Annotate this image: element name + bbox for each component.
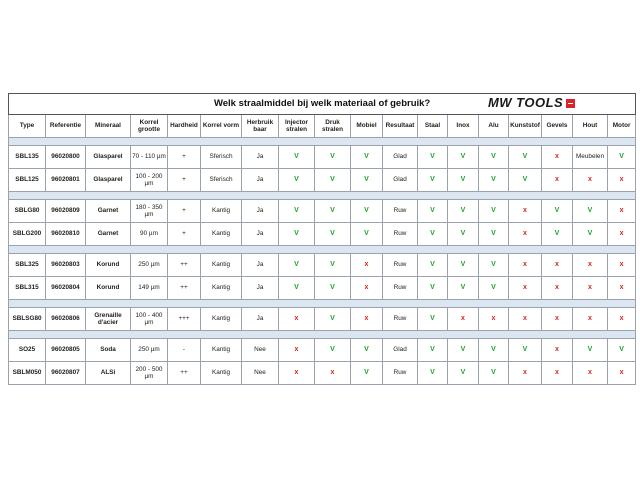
cell-staal: V [418, 362, 448, 385]
header-herbruikbaar: Herbruik baar [242, 115, 279, 138]
cell-motor: x [608, 254, 636, 277]
cell-type: SBLM050 [9, 362, 46, 385]
table-row [9, 277, 636, 300]
cell-hardheid: ++ [168, 277, 201, 300]
cell-korrel-vorm: Sferisch [201, 169, 242, 192]
cell-herbruikbaar: Nee [242, 362, 279, 385]
cell-referentie: 96020801 [46, 169, 86, 192]
cell-alu: V [479, 169, 509, 192]
cell-type: SBL325 [9, 254, 46, 277]
cell-alu: V [479, 362, 509, 385]
cell-mobiel: V [351, 200, 383, 223]
cell-korrel-grootte: 90 µm [131, 223, 168, 246]
header-mobiel: Mobiel [351, 115, 383, 138]
header-staal: Staal [418, 115, 448, 138]
cell-korrel-vorm: Kantig [201, 254, 242, 277]
cell-injector-stralen: V [279, 169, 315, 192]
cell-inox: V [448, 223, 479, 246]
cell-druk-stralen: V [315, 223, 351, 246]
cell-referentie: 96020804 [46, 277, 86, 300]
cell-herbruikbaar: Ja [242, 277, 279, 300]
separator-cell [9, 192, 636, 200]
table-row [9, 308, 636, 331]
header-druk-stralen: Druk stralen [315, 115, 351, 138]
table-row [9, 146, 636, 169]
cell-referentie: 96020805 [46, 339, 86, 362]
cell-type: SO25 [9, 339, 46, 362]
separator-cell [9, 246, 636, 254]
cell-hardheid: + [168, 200, 201, 223]
cell-herbruikbaar: Ja [242, 254, 279, 277]
table-row [9, 200, 636, 223]
cell-hout: V [573, 223, 608, 246]
cell-injector-stralen: V [279, 200, 315, 223]
brand-logo [488, 96, 575, 111]
cell-gevels: x [542, 308, 573, 331]
group-separator [9, 138, 636, 146]
cell-mobiel: x [351, 308, 383, 331]
cell-hout: V [573, 200, 608, 223]
cell-korrel-grootte: 250 µm [131, 254, 168, 277]
cell-gevels: x [542, 254, 573, 277]
cell-motor: x [608, 169, 636, 192]
cell-korrel-vorm: Kantig [201, 339, 242, 362]
cell-hout: Meubelen [573, 146, 608, 169]
group-separator [9, 246, 636, 254]
cell-injector-stralen: x [279, 308, 315, 331]
material-guide-sheet [8, 93, 630, 385]
cell-motor: x [608, 223, 636, 246]
separator-cell [9, 300, 636, 308]
cell-inox: V [448, 169, 479, 192]
page-title: Welk straalmiddel bij welk materiaal of gebruik? [213, 97, 431, 109]
cell-gevels: V [542, 200, 573, 223]
cell-korrel-grootte: 200 - 500 µm [131, 362, 168, 385]
cell-alu: x [479, 308, 509, 331]
cell-hardheid: ++ [168, 362, 201, 385]
cell-korrel-vorm: Kantig [201, 362, 242, 385]
cell-mineraal: Soda [86, 339, 131, 362]
table-row [9, 223, 636, 246]
cell-staal: V [418, 223, 448, 246]
material-guide-table [8, 93, 636, 385]
cell-referentie: 96020809 [46, 200, 86, 223]
cell-type: SBLG200 [9, 223, 46, 246]
cell-gevels: x [542, 339, 573, 362]
header-mineraal: Mineraal [86, 115, 131, 138]
header-motor: Motor [608, 115, 636, 138]
cell-motor: V [608, 339, 636, 362]
cell-kunststof: x [509, 254, 542, 277]
cell-kunststof: V [509, 339, 542, 362]
cell-hout: x [573, 362, 608, 385]
header-type: Type [9, 115, 46, 138]
cell-type: SBL125 [9, 169, 46, 192]
cell-korrel-vorm: Kantig [201, 200, 242, 223]
cell-korrel-grootte: 70 - 110 µm [131, 146, 168, 169]
cell-staal: V [418, 277, 448, 300]
cell-kunststof: x [509, 277, 542, 300]
cell-resultaat: Glad [383, 169, 418, 192]
cell-gevels: x [542, 277, 573, 300]
cell-alu: V [479, 200, 509, 223]
cell-injector-stralen: V [279, 223, 315, 246]
cell-referentie: 96020800 [46, 146, 86, 169]
header-kunststof: Kunststof [509, 115, 542, 138]
cell-mobiel: x [351, 254, 383, 277]
cell-type: SBLSG80 [9, 308, 46, 331]
cell-hardheid: + [168, 223, 201, 246]
header-hardheid: Hardheid [168, 115, 201, 138]
cell-druk-stralen: V [315, 146, 351, 169]
cell-resultaat: Glad [383, 146, 418, 169]
cell-alu: V [479, 339, 509, 362]
header-korrel-vorm: Korrel vorm [201, 115, 242, 138]
cell-mineraal: ALSi [86, 362, 131, 385]
group-separator [9, 300, 636, 308]
cell-herbruikbaar: Ja [242, 200, 279, 223]
cell-mineraal: Korund [86, 254, 131, 277]
cell-gevels: x [542, 146, 573, 169]
header-row [9, 115, 636, 138]
cell-inox: x [448, 308, 479, 331]
cell-alu: V [479, 277, 509, 300]
cell-staal: V [418, 200, 448, 223]
header-referentie: Referentie [46, 115, 86, 138]
cell-referentie: 96020806 [46, 308, 86, 331]
cell-mineraal: Garnet [86, 223, 131, 246]
cell-kunststof: x [509, 362, 542, 385]
cell-resultaat: Glad [383, 339, 418, 362]
cell-hardheid: ++ [168, 254, 201, 277]
cell-resultaat: Ruw [383, 200, 418, 223]
separator-cell [9, 331, 636, 339]
cell-inox: V [448, 362, 479, 385]
cell-mineraal: Glasparel [86, 146, 131, 169]
cell-druk-stralen: V [315, 200, 351, 223]
header-injector-stralen: Injector stralen [279, 115, 315, 138]
cell-alu: V [479, 146, 509, 169]
cell-kunststof: x [509, 223, 542, 246]
cell-mineraal: Garnet [86, 200, 131, 223]
title-row [9, 94, 636, 115]
table-row [9, 254, 636, 277]
cell-druk-stralen: V [315, 339, 351, 362]
cell-hout: x [573, 254, 608, 277]
cell-druk-stralen: V [315, 277, 351, 300]
cell-hardheid: + [168, 169, 201, 192]
cell-motor: x [608, 308, 636, 331]
table-row [9, 362, 636, 385]
cell-injector-stralen: V [279, 146, 315, 169]
cell-mobiel: V [351, 169, 383, 192]
cell-inox: V [448, 254, 479, 277]
cell-kunststof: V [509, 169, 542, 192]
cell-korrel-vorm: Kantig [201, 277, 242, 300]
separator-cell [9, 138, 636, 146]
cell-staal: V [418, 146, 448, 169]
cell-injector-stralen: x [279, 339, 315, 362]
cell-motor: x [608, 200, 636, 223]
cell-herbruikbaar: Ja [242, 223, 279, 246]
cell-mobiel: V [351, 223, 383, 246]
cell-resultaat: Ruw [383, 277, 418, 300]
cell-mobiel: V [351, 146, 383, 169]
cell-hout: x [573, 277, 608, 300]
cell-mineraal: Korund [86, 277, 131, 300]
header-alu: Alu [479, 115, 509, 138]
cell-resultaat: Ruw [383, 223, 418, 246]
cell-herbruikbaar: Nee [242, 339, 279, 362]
cell-injector-stralen: x [279, 362, 315, 385]
cell-type: SBLG80 [9, 200, 46, 223]
cell-mobiel: V [351, 362, 383, 385]
cell-hardheid: + [168, 146, 201, 169]
cell-injector-stralen: V [279, 277, 315, 300]
cell-motor: x [608, 362, 636, 385]
cell-alu: V [479, 254, 509, 277]
cell-staal: V [418, 308, 448, 331]
cell-gevels: x [542, 169, 573, 192]
cell-druk-stralen: V [315, 254, 351, 277]
header-gevels: Gevels [542, 115, 573, 138]
cell-staal: V [418, 339, 448, 362]
cell-herbruikbaar: Ja [242, 169, 279, 192]
cell-motor: x [608, 277, 636, 300]
cell-inox: V [448, 146, 479, 169]
cell-kunststof: V [509, 146, 542, 169]
cell-herbruikbaar: Ja [242, 146, 279, 169]
cell-alu: V [479, 223, 509, 246]
cell-hout: x [573, 308, 608, 331]
cell-druk-stralen: V [315, 308, 351, 331]
cell-kunststof: x [509, 200, 542, 223]
header-korrel-grootte: Korrel grootte [131, 115, 168, 138]
cell-resultaat: Ruw [383, 254, 418, 277]
cell-referentie: 96020810 [46, 223, 86, 246]
cell-type: SBL135 [9, 146, 46, 169]
table-row [9, 339, 636, 362]
cell-korrel-grootte: 250 µm [131, 339, 168, 362]
cell-resultaat: Ruw [383, 308, 418, 331]
group-separator [9, 331, 636, 339]
logo-text: MW TOOLS [487, 95, 564, 110]
header-hout: Hout [573, 115, 608, 138]
cell-korrel-vorm: Kantig [201, 308, 242, 331]
cell-druk-stralen: x [315, 362, 351, 385]
logo-mark-icon [566, 99, 575, 108]
group-separator [9, 192, 636, 200]
cell-referentie: 96020807 [46, 362, 86, 385]
cell-korrel-vorm: Kantig [201, 223, 242, 246]
cell-mobiel: x [351, 277, 383, 300]
cell-mobiel: V [351, 339, 383, 362]
cell-type: SBL315 [9, 277, 46, 300]
cell-hardheid: - [168, 339, 201, 362]
cell-inox: V [448, 339, 479, 362]
cell-referentie: 96020803 [46, 254, 86, 277]
cell-motor: V [608, 146, 636, 169]
cell-staal: V [418, 169, 448, 192]
cell-korrel-vorm: Sferisch [201, 146, 242, 169]
cell-inox: V [448, 277, 479, 300]
cell-korrel-grootte: 100 - 400 µm [131, 308, 168, 331]
cell-gevels: x [542, 362, 573, 385]
cell-injector-stralen: V [279, 254, 315, 277]
cell-korrel-grootte: 180 - 350 µm [131, 200, 168, 223]
header-inox: Inox [448, 115, 479, 138]
cell-korrel-grootte: 149 µm [131, 277, 168, 300]
cell-hout: x [573, 169, 608, 192]
cell-mineraal: Glasparel [86, 169, 131, 192]
table-row [9, 169, 636, 192]
cell-inox: V [448, 200, 479, 223]
cell-gevels: V [542, 223, 573, 246]
cell-korrel-grootte: 100 - 200 µm [131, 169, 168, 192]
cell-mineraal: Grenaille d'acier [86, 308, 131, 331]
header-resultaat: Resultaat [383, 115, 418, 138]
title-cell [9, 94, 636, 115]
cell-hout: V [573, 339, 608, 362]
cell-kunststof: x [509, 308, 542, 331]
cell-staal: V [418, 254, 448, 277]
cell-hardheid: +++ [168, 308, 201, 331]
cell-druk-stralen: V [315, 169, 351, 192]
cell-resultaat: Ruw [383, 362, 418, 385]
cell-herbruikbaar: Ja [242, 308, 279, 331]
